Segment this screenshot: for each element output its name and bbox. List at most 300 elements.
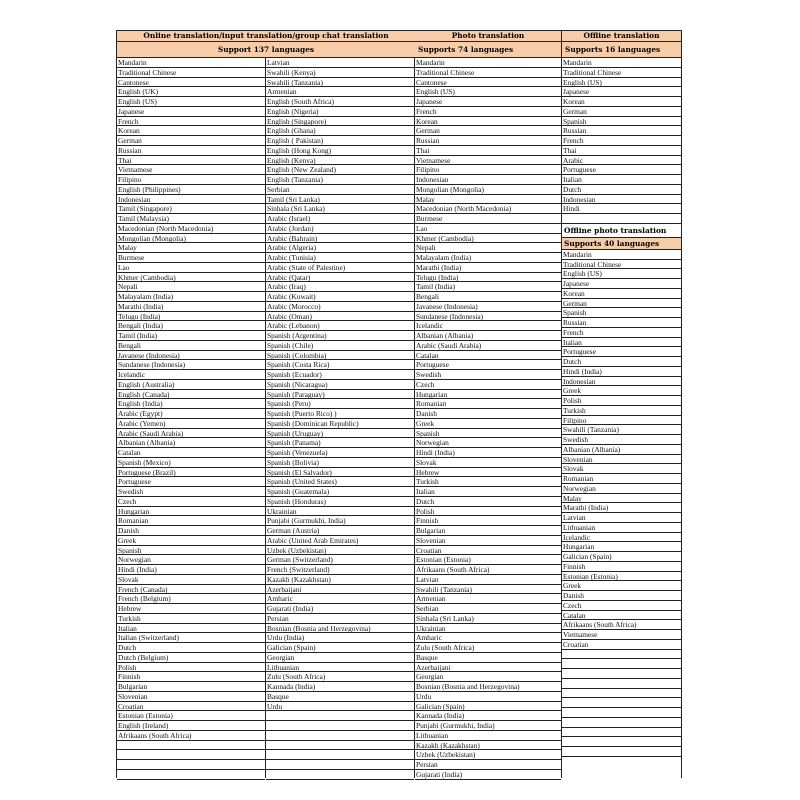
list-item: Hindi (India) (117, 565, 265, 575)
list-item: Bosnian (Bosnia and Herzegovina) (266, 624, 414, 634)
list-item: Arabic (Iraq) (266, 282, 414, 292)
list-item: Mandarin (562, 250, 681, 260)
list-item: Vietnamese (415, 156, 561, 166)
list-item: Catalan (562, 611, 681, 621)
list-item: Polish (562, 396, 681, 406)
list-item: Spanish (Bolivia) (266, 458, 414, 468)
online-list-2 (266, 58, 414, 780)
list-item: Albanian (Albania) (562, 445, 681, 455)
list-item: Finnish (562, 562, 681, 572)
list-item: Catalan (117, 448, 265, 458)
list-item: Serbian (415, 604, 561, 614)
list-item: Icelandic (117, 370, 265, 380)
list-item: Urdu (266, 702, 414, 712)
list-item: Slovak (562, 464, 681, 474)
list-item: Dutch (562, 185, 681, 195)
list-item: Malay (415, 195, 561, 205)
list-item: Danish (562, 591, 681, 601)
online-subheader: Support 137 languages (117, 42, 415, 58)
list-item: Greek (562, 581, 681, 591)
list-item: Filipino (117, 175, 265, 185)
list-item: Galician (Spain) (562, 552, 681, 562)
list-item: Russian (415, 136, 561, 146)
list-item: Macedonian (North Macedonia) (415, 204, 561, 214)
list-item: Traditional Chinese (415, 68, 561, 78)
list-item: German (117, 136, 265, 146)
list-item: Slovenian (117, 692, 265, 702)
list-item: Slovenian (415, 536, 561, 546)
list-item: Spanish (Chile) (266, 341, 414, 351)
list-item: Hindi (India) (415, 448, 561, 458)
list-item: English (Philippines) (117, 185, 265, 195)
list-item: Hindi (India) (562, 367, 681, 377)
list-item: Georgian (266, 653, 414, 663)
online-column-2 (265, 30, 414, 778)
list-item: Turkish (117, 614, 265, 624)
list-item: Italian (Switzerland) (117, 633, 265, 643)
list-item: Spanish (Colombia) (266, 351, 414, 361)
list-item (562, 737, 681, 747)
list-item: Swahili (Tanzania) (266, 78, 414, 88)
list-item: Bengali (415, 292, 561, 302)
list-item: French (562, 328, 681, 338)
list-item: Italian (562, 175, 681, 185)
list-item: English (South Africa) (266, 97, 414, 107)
list-item: English (Canada) (117, 390, 265, 400)
list-item: Greek (117, 536, 265, 546)
list-item: Uzbek (Uzbekistan) (415, 750, 561, 760)
list-item: Sundanese (Indonesia) (415, 312, 561, 322)
list-item: Ukrainian (266, 507, 414, 517)
list-item: Slovak (415, 458, 561, 468)
list-item: Japanese (562, 87, 681, 97)
list-item: Khmer (Cambodia) (415, 234, 561, 244)
list-item: Arabic (Qatar) (266, 273, 414, 283)
list-item: Romanian (117, 516, 265, 526)
list-item (266, 711, 414, 721)
list-item: Indonesian (562, 377, 681, 387)
offline-header: Offline translation (562, 30, 681, 42)
list-item: Arabic (Bahrain) (266, 234, 414, 244)
photo-column (414, 30, 561, 778)
list-item: Punjabi (Gurmukhi, India) (266, 516, 414, 526)
list-item: Thai (415, 146, 561, 156)
online-header: Online translation/input translation/group chat translation (117, 30, 415, 42)
list-item: Urdu (415, 692, 561, 702)
list-item: Spanish (Panama) (266, 438, 414, 448)
list-item: Greek (415, 419, 561, 429)
list-item: French (415, 107, 561, 117)
list-item: Estonian (Estonia) (562, 572, 681, 582)
list-item: Danish (415, 409, 561, 419)
list-item: Afrikaans (South Africa) (562, 620, 681, 630)
list-item: Swedish (415, 370, 561, 380)
list-item: Armenian (415, 594, 561, 604)
list-item: Gujarati (India) (266, 604, 414, 614)
list-item: Swahili (Tanzania) (562, 425, 681, 435)
list-item: Tamil (India) (415, 282, 561, 292)
list-item: Amharic (266, 594, 414, 604)
list-item: Bengali (India) (117, 321, 265, 331)
list-item: Kazakh (Kazakhstan) (415, 741, 561, 751)
list-item: Icelandic (415, 321, 561, 331)
list-item: Portuguese (Brazil) (117, 468, 265, 478)
list-item: German (562, 107, 681, 117)
list-item: Malayalam (India) (415, 253, 561, 263)
list-item: Afrikaans (South Africa) (117, 731, 265, 741)
offline-column (561, 30, 682, 778)
list-item: Kazakh (Kazakhstan) (266, 575, 414, 585)
list-item: Spanish (United States) (266, 477, 414, 487)
list-item: Dutch (Belgium) (117, 653, 265, 663)
list-item: Indonesian (415, 175, 561, 185)
list-item: Traditional Chinese (562, 68, 681, 78)
list-item: Lithuanian (266, 663, 414, 673)
list-item: Georgian (415, 672, 561, 682)
list-item: Zulu (South Africa) (266, 672, 414, 682)
list-item: Thai (562, 146, 681, 156)
list-item: Spanish (Ecuador) (266, 370, 414, 380)
list-item: Filipino (415, 165, 561, 175)
offline-photo-list (562, 250, 681, 757)
list-item: French (Canada) (117, 585, 265, 595)
offline-subheader: Supports 16 languages (562, 42, 681, 58)
list-item: German (562, 299, 681, 309)
list-item: Spanish (Uruguay) (266, 429, 414, 439)
list-item: Italian (562, 338, 681, 348)
list-item: Spanish (Paraguay) (266, 390, 414, 400)
list-item: Croatian (117, 702, 265, 712)
list-item (562, 659, 681, 669)
list-item: English (Tanzania) (266, 175, 414, 185)
list-item: Traditional Chinese (562, 260, 681, 270)
list-item: English (New Zealand) (266, 165, 414, 175)
list-item: Spanish (Dominican Republic) (266, 419, 414, 429)
list-item: Hungarian (415, 390, 561, 400)
list-item: Marathi (India) (117, 302, 265, 312)
list-item: Hungarian (117, 507, 265, 517)
list-item: Javanese (Indonesia) (415, 302, 561, 312)
list-item: Persian (415, 760, 561, 770)
list-item: Korean (415, 117, 561, 127)
list-item: Afrikaans (South Africa) (415, 565, 561, 575)
list-item: French (Switzerland) (266, 565, 414, 575)
list-item: Spanish (415, 429, 561, 439)
list-item: Icelandic (562, 533, 681, 543)
list-item (266, 750, 414, 760)
list-item: Czech (117, 497, 265, 507)
list-item: Romanian (415, 399, 561, 409)
list-item: Serbian (266, 185, 414, 195)
list-item: Amharic (415, 633, 561, 643)
list-item: Arabic (Kuwait) (266, 292, 414, 302)
list-item: Bulgarian (117, 682, 265, 692)
list-item: English (Nigeria) (266, 107, 414, 117)
list-item: Japanese (562, 279, 681, 289)
list-item: French (562, 136, 681, 146)
list-item (562, 718, 681, 728)
offline-photo-title: Offline photo translation (562, 224, 681, 238)
list-item: Turkish (415, 477, 561, 487)
list-item: Galician (Spain) (415, 702, 561, 712)
list-item: Greek (562, 386, 681, 396)
list-item: Finnish (117, 672, 265, 682)
list-item: Marathi (India) (415, 263, 561, 273)
list-item (266, 731, 414, 741)
list-item (266, 770, 414, 780)
list-item: Sinhala (Sri Lanka) (415, 614, 561, 624)
list-item: Burmese (415, 214, 561, 224)
list-item: Spanish (Guatemala) (266, 487, 414, 497)
list-item (266, 721, 414, 731)
list-item: English (US) (562, 78, 681, 88)
list-item: Arabic (Jordan) (266, 224, 414, 234)
list-item: Spanish (Peru) (266, 399, 414, 409)
list-item: Norwegian (415, 438, 561, 448)
list-item: Estonian (Estonia) (415, 555, 561, 565)
list-item: Arabic (United Arab Emirates) (266, 536, 414, 546)
list-item: Dutch (415, 497, 561, 507)
list-item: English ( Pakistan) (266, 136, 414, 146)
list-item: Portuguese (117, 477, 265, 487)
list-item: Croatian (562, 640, 681, 650)
list-item (266, 760, 414, 770)
list-item: Arabic (Saudi Arabia) (415, 341, 561, 351)
list-item: Tamil (Malaysia) (117, 214, 265, 224)
photo-subheader: Supports 74 languages (415, 42, 561, 58)
list-item (117, 741, 265, 751)
list-item: Korean (117, 126, 265, 136)
list-item: English (Ireland) (117, 721, 265, 731)
list-item: Malay (562, 494, 681, 504)
list-item: Albanian (Albania) (415, 331, 561, 341)
list-item: Latvian (562, 513, 681, 523)
list-item: Vietnamese (117, 165, 265, 175)
list-item: Hungarian (562, 542, 681, 552)
list-item (562, 650, 681, 660)
list-item (562, 689, 681, 699)
list-item: English (US) (117, 97, 265, 107)
list-item: Albanian (Albania) (117, 438, 265, 448)
list-item (562, 698, 681, 708)
list-item (562, 214, 681, 224)
offline-photo-subheader: Supports 40 languages (564, 238, 660, 248)
list-item: Punjabi (Gurmukhi, India) (415, 721, 561, 731)
list-item: Kannada (India) (266, 682, 414, 692)
list-item: Russian (562, 318, 681, 328)
list-item: English (Singapore) (266, 117, 414, 127)
list-item: Burmese (117, 253, 265, 263)
list-item: Cantonese (415, 78, 561, 88)
list-item: Malay (117, 243, 265, 253)
list-item: Mandarin (117, 58, 265, 68)
list-item (562, 679, 681, 689)
list-item: Tamil (India) (117, 331, 265, 341)
list-item: Portuguese (562, 347, 681, 357)
list-item: Spanish (Honduras) (266, 497, 414, 507)
list-item: Portuguese (415, 360, 561, 370)
list-item: Lao (415, 224, 561, 234)
list-item: Nepali (415, 243, 561, 253)
list-item: Spanish (562, 117, 681, 127)
list-item: English (UK) (117, 87, 265, 97)
list-item: Arabic (State of Palestine) (266, 263, 414, 273)
list-item: Arabic (Egypt) (117, 409, 265, 419)
list-item (562, 728, 681, 738)
list-item: Cantonese (117, 78, 265, 88)
list-item: Marathi (India) (562, 503, 681, 513)
list-item: Filipino (562, 416, 681, 426)
list-item: Lithuanian (562, 523, 681, 533)
list-item: Kannada (India) (415, 711, 561, 721)
list-item: Croatian (415, 546, 561, 556)
list-item: Russian (117, 146, 265, 156)
list-item: Spanish (Venezuela) (266, 448, 414, 458)
list-item: Finnish (415, 516, 561, 526)
list-item: Spanish (Costa Rica) (266, 360, 414, 370)
list-item: Korean (562, 289, 681, 299)
offline-photo-header-block (562, 224, 681, 250)
list-item: English (Kenya) (266, 156, 414, 166)
list-item: English (US) (415, 87, 561, 97)
list-item: Turkish (562, 406, 681, 416)
list-item: Japanese (117, 107, 265, 117)
list-item: Thai (117, 156, 265, 166)
list-item: Nepali (117, 282, 265, 292)
list-item: Slovenian (562, 455, 681, 465)
list-item: Bulgarian (415, 526, 561, 536)
list-item: Korean (562, 97, 681, 107)
list-item: Traditional Chinese (117, 68, 265, 78)
list-item: Basque (415, 653, 561, 663)
list-item (117, 750, 265, 760)
list-item: Czech (562, 601, 681, 611)
list-item: Arabic (Tunisia) (266, 253, 414, 263)
list-item: Portuguese (562, 165, 681, 175)
list-item: Arabic (Algeria) (266, 243, 414, 253)
list-item: English (US) (562, 269, 681, 279)
list-item: Javanese (Indonesia) (117, 351, 265, 361)
list-item: Latvian (266, 58, 414, 68)
list-item: Swedish (117, 487, 265, 497)
photo-header: Photo translation (415, 30, 561, 42)
online-list-1 (117, 58, 265, 780)
list-item: Tamil (Sri Lanka) (266, 195, 414, 205)
list-item: Tamil (Singapore) (117, 204, 265, 214)
list-item: Japanese (415, 97, 561, 107)
list-item: Spanish (117, 546, 265, 556)
list-item: Spanish (Puerto Rico) ) (266, 409, 414, 419)
list-item (266, 741, 414, 751)
list-item: Persian (266, 614, 414, 624)
list-item: Polish (415, 507, 561, 517)
list-item: Spanish (Argentina) (266, 331, 414, 341)
list-item: Malayalam (India) (117, 292, 265, 302)
list-item: Indonesian (562, 195, 681, 205)
list-item: Mandarin (415, 58, 561, 68)
list-item: Italian (117, 624, 265, 634)
list-item: Swahili (Tanzania) (415, 585, 561, 595)
list-item: Hebrew (415, 468, 561, 478)
list-item: Galician (Spain) (266, 643, 414, 653)
list-item: Ukrainian (415, 624, 561, 634)
list-item: Sundanese (Indonesia) (117, 360, 265, 370)
list-item: Macedonian (North Macedonia) (117, 224, 265, 234)
list-item: Arabic (562, 156, 681, 166)
list-item: Catalan (415, 351, 561, 361)
list-item: Swahili (Kenya) (266, 68, 414, 78)
list-item: Zulu (South Africa) (415, 643, 561, 653)
list-item: Arabic (Oman) (266, 312, 414, 322)
list-item: Spanish (El Salvador) (266, 468, 414, 478)
list-item: English (India) (117, 399, 265, 409)
list-item: Italian (415, 487, 561, 497)
list-item: German (Switzerland) (266, 555, 414, 565)
list-item: Azerbaijani (266, 585, 414, 595)
offline-list (562, 58, 681, 224)
list-item: Arabic (Lebanon) (266, 321, 414, 331)
list-item (117, 770, 265, 780)
list-item: French (Belgium) (117, 594, 265, 604)
list-item: Arabic (Yemen) (117, 419, 265, 429)
list-item: Slovak (117, 575, 265, 585)
list-item (562, 669, 681, 679)
list-item: Russian (562, 126, 681, 136)
list-item: Polish (117, 663, 265, 673)
list-item (562, 708, 681, 718)
list-item: Danish (117, 526, 265, 536)
list-item: Norwegian (562, 484, 681, 494)
list-item: Telugu (India) (415, 273, 561, 283)
list-item: Estonian (Estonia) (117, 711, 265, 721)
list-item: English (Hong Kong) (266, 146, 414, 156)
list-item: Telugu (India) (117, 312, 265, 322)
list-item: Azerbaijani (415, 663, 561, 673)
list-item: Spanish (562, 308, 681, 318)
list-item: Bengali (117, 341, 265, 351)
list-item: Gujarati (India) (415, 770, 561, 780)
list-item: Uzbek (Uzbekistan) (266, 546, 414, 556)
list-item: English (Australia) (117, 380, 265, 390)
list-item: Indonesian (117, 195, 265, 205)
list-item: Basque (266, 692, 414, 702)
photo-list (415, 58, 561, 780)
list-item: Armenian (266, 87, 414, 97)
list-item (562, 747, 681, 757)
list-item: Khmer (Cambodia) (117, 273, 265, 283)
list-item: Bosnian (Bosnia and Herzegovina) (415, 682, 561, 692)
list-item: Swedish (562, 435, 681, 445)
list-item: Urdu (India) (266, 633, 414, 643)
list-item: Arabic (Israel) (266, 214, 414, 224)
list-item: Dutch (562, 357, 681, 367)
list-item: Sinhala (Sri Lanka) (266, 204, 414, 214)
list-item: Mongolian (Mongolia) (415, 185, 561, 195)
list-item (117, 760, 265, 770)
list-item: Arabic (Saudi Arabia) (117, 429, 265, 439)
list-item: Czech (415, 380, 561, 390)
list-item: Hebrew (117, 604, 265, 614)
list-item: German (415, 126, 561, 136)
language-table (116, 30, 682, 778)
list-item: English (Ghana) (266, 126, 414, 136)
list-item: Dutch (117, 643, 265, 653)
list-item: Mandarin (562, 58, 681, 68)
list-item: Norwegian (117, 555, 265, 565)
list-item: Hindi (562, 204, 681, 214)
list-item: Lao (117, 263, 265, 273)
list-item: Arabic (Morocco) (266, 302, 414, 312)
